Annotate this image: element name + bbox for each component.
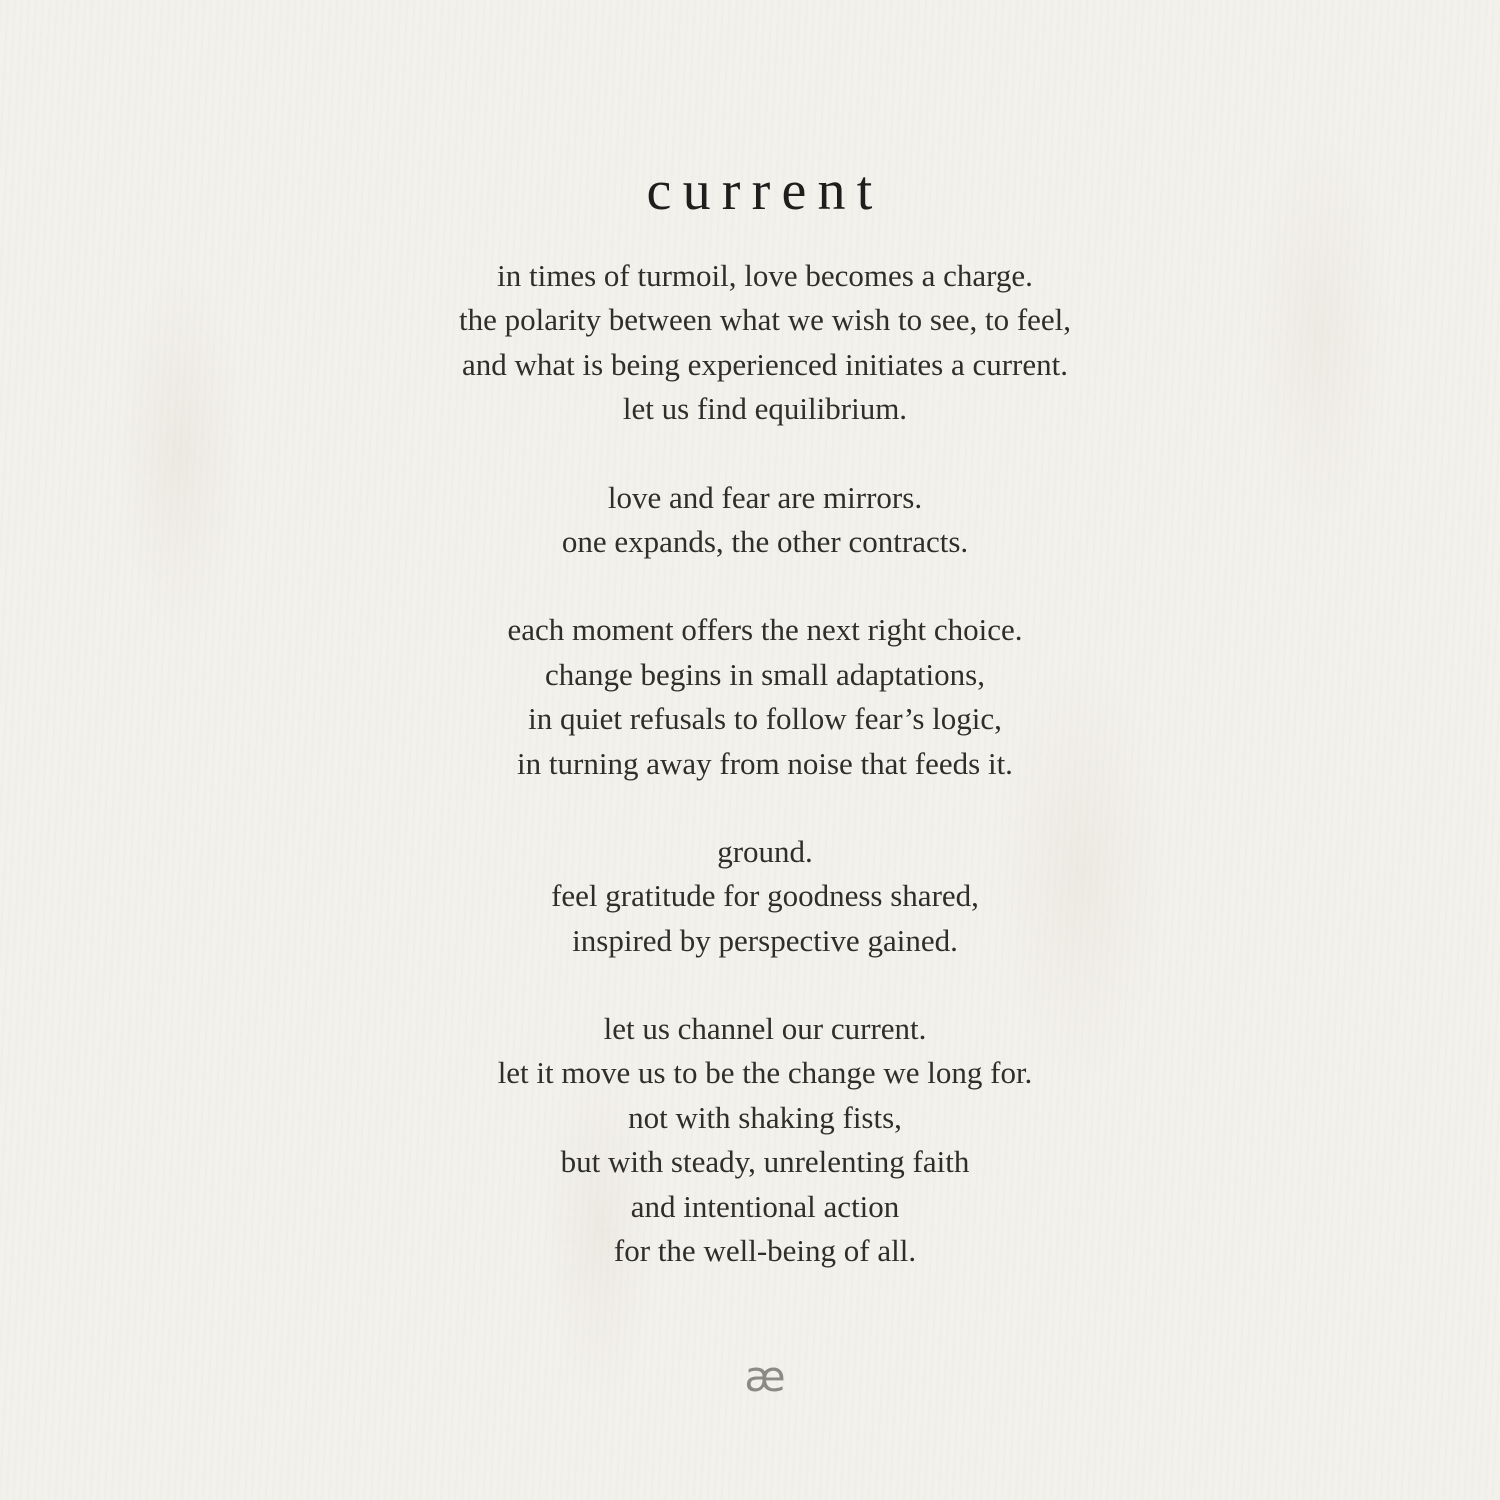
verse-line: inspired by perspective gained. bbox=[572, 922, 958, 958]
verse-line: the polarity between what we wish to see, to feel, bbox=[458, 302, 1072, 338]
verse-line: feel gratitude for goodness shared, bbox=[551, 878, 979, 914]
stanza bbox=[0, 830, 1500, 963]
verse-line: for the well-being of all. bbox=[613, 1233, 917, 1269]
verse-line: each moment offers the next right choice. bbox=[507, 612, 1023, 648]
verse-line: and what is being experienced initiates a current. bbox=[462, 346, 1068, 382]
verse-line: let us find equilibrium. bbox=[622, 391, 908, 427]
verse-line: in quiet refusals to follow fear’s logic, bbox=[528, 701, 1002, 737]
poem-body bbox=[0, 254, 1500, 1317]
verse-line: not with shaking fists, bbox=[628, 1099, 902, 1135]
verse-line: in turning away from noise that feeds it. bbox=[517, 745, 1013, 781]
poem-title: current bbox=[646, 160, 884, 222]
verse-line: let it move us to be the change we long for. bbox=[497, 1055, 1033, 1091]
verse-line: but with steady, unrelenting faith bbox=[560, 1144, 970, 1180]
signature-logo: æ bbox=[744, 1352, 786, 1401]
stanza bbox=[0, 608, 1500, 786]
verse-line: love and fear are mirrors. bbox=[607, 479, 923, 515]
verse-line: one expands, the other contracts. bbox=[561, 523, 969, 559]
verse-line: and intentional action bbox=[630, 1188, 900, 1224]
stanza bbox=[0, 254, 1500, 432]
verse-line: ground. bbox=[717, 833, 813, 869]
verse-line: in times of turmoil, love becomes a charge. bbox=[497, 258, 1033, 293]
verse-line: let us channel our current. bbox=[603, 1011, 927, 1047]
stanza bbox=[0, 1007, 1500, 1273]
verse-line: change begins in small adaptations, bbox=[545, 656, 985, 692]
stanza bbox=[0, 476, 1500, 565]
